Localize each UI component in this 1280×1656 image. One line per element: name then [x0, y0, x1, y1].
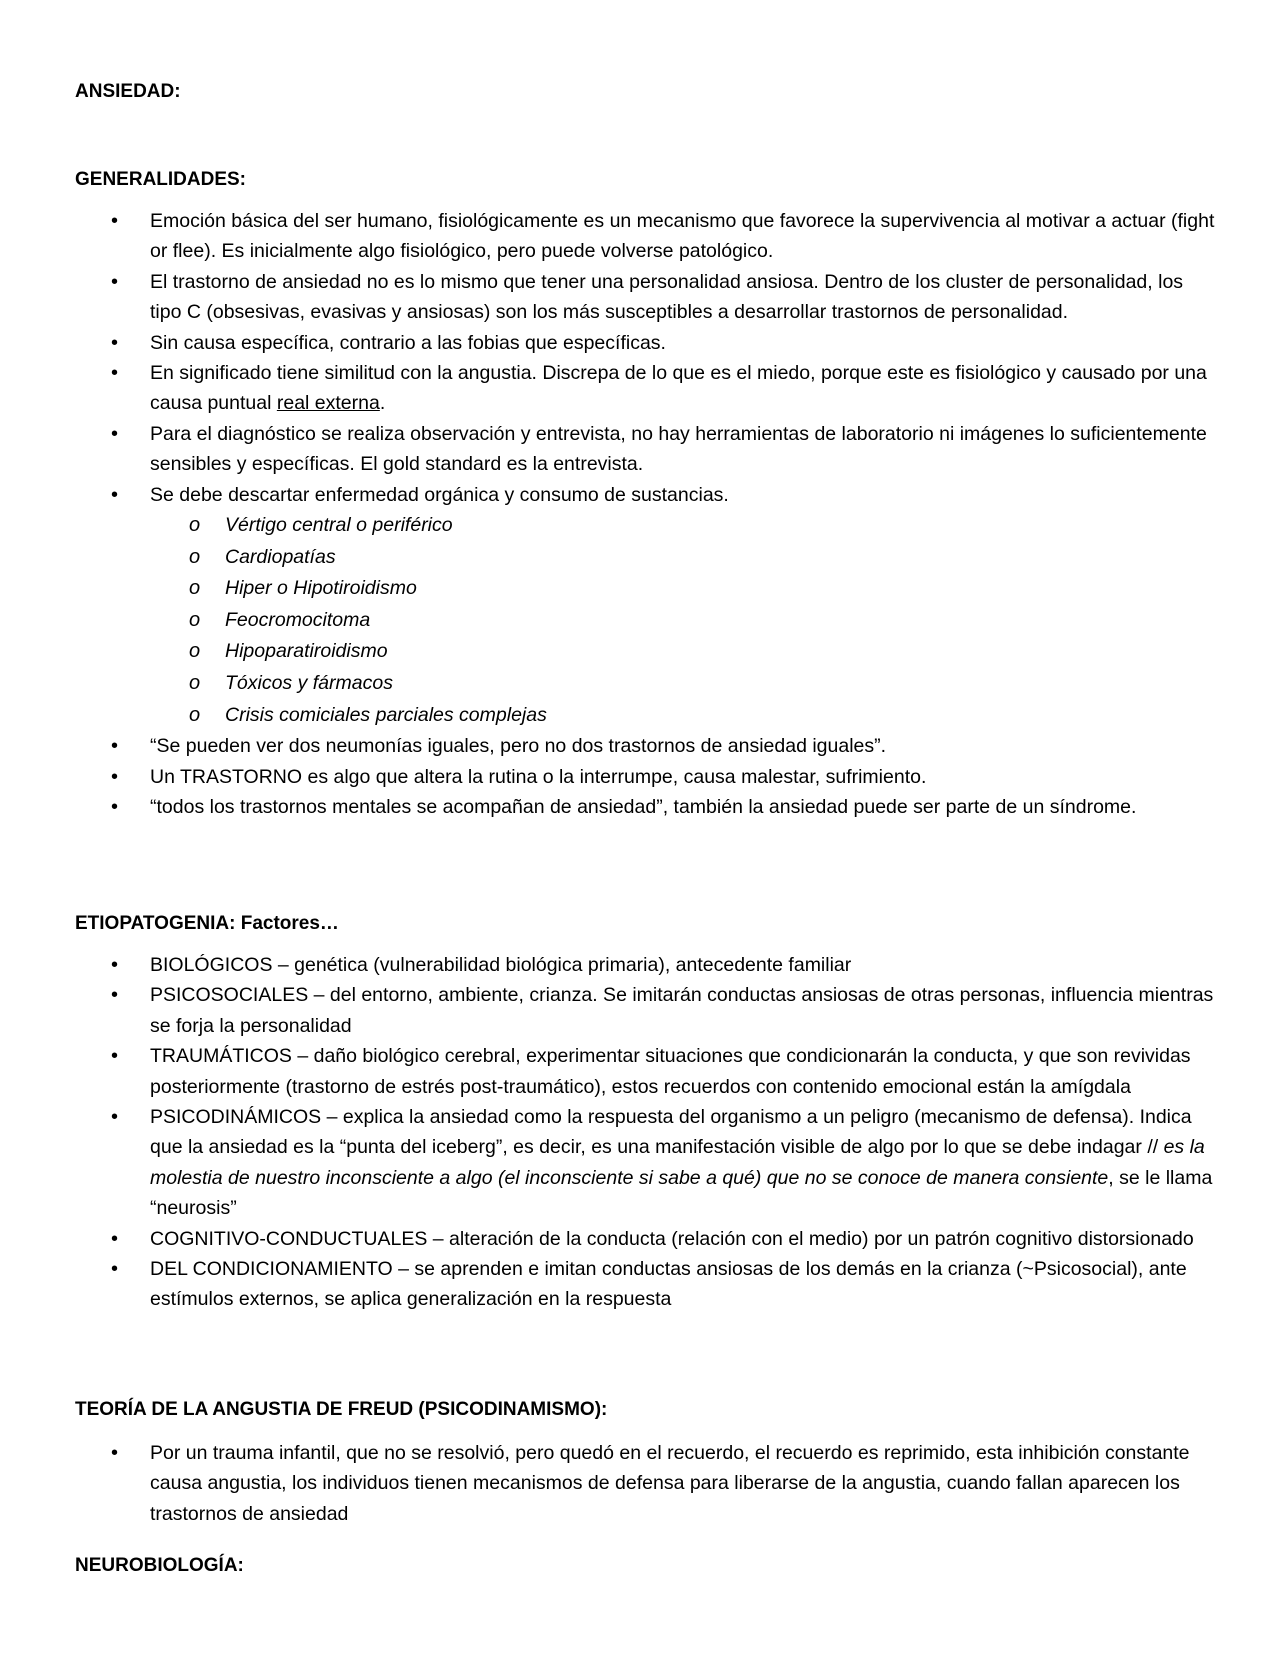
list-item-text: Para el diagnóstico se realiza observación y entrevista, no hay herramientas de laboratorio ni imágenes lo suficientemente sensibles y específicas. El gold standard es la entrevista. — [150, 422, 1207, 476]
list-item: • “todos los trastornos mentales se acompañan de ansiedad”, también la ansiedad puede ser parte de un síndrome. — [75, 792, 1215, 822]
list-item-text: , se le llama “neurosis” — [150, 1166, 1213, 1220]
sublist-item: o Feocromocitoma — [75, 605, 1215, 637]
sublist-item: o Tóxicos y fármacos — [75, 668, 1215, 700]
list-item-text: El trastorno de ansiedad no es lo mismo que tener una personalidad ansiosa. Dentro de los cluster de personalidad, los tipo C (obsesivas, evasivas y ansiosas) son los más susceptibles a desarrollar trastornos de personalidad. — [150, 270, 1184, 324]
sublist-item: o Hiper o Hipotiroidismo — [75, 573, 1215, 605]
exclusion-sublist — [150, 510, 1215, 731]
list-item: • TRAUMÁTICOS – daño biológico cerebral, experimentar situaciones que condicionarán la conducta, y que son revividas posteriormente (trastorno de estrés post-traumático), estos recuerdos con contenido emocional están la amígdala — [75, 1041, 1215, 1102]
list-item — [75, 480, 1215, 732]
section-heading-freud: TEORÍA DE LA ANGUSTIA DE FREUD (PSICODINAMISMO): — [75, 1399, 608, 1420]
freud-list — [75, 1438, 1215, 1529]
document-title: ANSIEDAD: — [75, 81, 181, 102]
list-item — [75, 419, 1215, 480]
list-item: • “Se pueden ver dos neumonías iguales, pero no dos trastornos de ansiedad iguales”. — [75, 731, 1215, 761]
list-item: • DEL CONDICIONAMIENTO – se aprenden e imitan conductas ansiosas de los demás en la crianza (~Psicosocial), ante estímulos externos, se aplica generalización en la respuesta — [75, 1254, 1215, 1315]
sublist-item: o Cardiopatías — [75, 542, 1215, 574]
list-item-text: Emoción básica del ser humano, fisiológicamente es un mecanismo que favorece la supervivencia al motivar a actuar (fight or flee). Es inicialmente algo fisiológico, pero puede volverse patológico. — [150, 210, 1215, 263]
list-item-text: Se debe descartar enfermedad orgánica y consumo de sustancias. — [150, 483, 729, 506]
italic-text: es la molestia de nuestro inconsciente a algo (el inconsciente si sabe a qué) que no se conoce de manera consiente — [150, 1136, 1205, 1189]
sublist-item: o Vértigo central o periférico — [75, 510, 1215, 542]
sublist-item: o Hipoparatiroidismo — [75, 636, 1215, 668]
section-heading-etiopatogenia: ETIOPATOGENIA: Factores… — [75, 913, 339, 934]
section-heading-neurobiologia: NEUROBIOLOGÍA: — [75, 1555, 244, 1576]
list-item: • BIOLÓGICOS – genética (vulnerabilidad biológica primaria), antecedente familiar — [75, 950, 1215, 980]
list-item — [75, 267, 1215, 328]
list-item: • COGNITIVO-CONDUCTUALES – alteración de la conducta (relación con el medio) por un patrón cognitivo distorsionado — [75, 1224, 1215, 1254]
list-item — [75, 206, 1215, 267]
list-item-text: . — [379, 392, 386, 415]
underlined-text: real externa — [276, 392, 380, 415]
list-item-text: En significado tiene similitud con la angustia. Discrepa de lo que es el miedo, porque este es fisiológico y causado por una causa puntual — [150, 362, 1207, 415]
list-item — [75, 1102, 1215, 1224]
list-item: • PSICOSOCIALES – del entorno, ambiente, crianza. Se imitarán conductas ansiosas de otras personas, influencia mientras se forja la personalidad — [75, 980, 1215, 1041]
list-item-text: PSICODINÁMICOS – explica la ansiedad como la respuesta del organismo a un peligro (mecanismo de defensa). Indica que la ansiedad es la “punta del iceberg”, es decir, es una manifestación visible de algo por lo que se debe indagar // — [150, 1106, 1192, 1159]
list-item — [75, 328, 1215, 358]
list-item: • Un TRASTORNO es algo que altera la rutina o la interrumpe, causa malestar, sufrimiento. — [75, 762, 1215, 792]
generalidades-list — [75, 206, 1215, 822]
list-item — [75, 358, 1215, 419]
section-heading-generalidades: GENERALIDADES: — [75, 169, 247, 190]
list-item-text: Sin causa específica, contrario a las fobias que específicas. — [150, 331, 666, 354]
sublist-item: o Crisis comiciales parciales complejas — [75, 700, 1215, 732]
etiopatogenia-list — [75, 950, 1215, 1315]
list-item: • Por un trauma infantil, que no se resolvió, pero quedó en el recuerdo, el recuerdo es reprimido, esta inhibición constante causa angustia, los individuos tienen mecanismos de defensa para liberarse de la angustia, cuando fallan aparecen los trastornos de ansiedad — [75, 1438, 1215, 1529]
